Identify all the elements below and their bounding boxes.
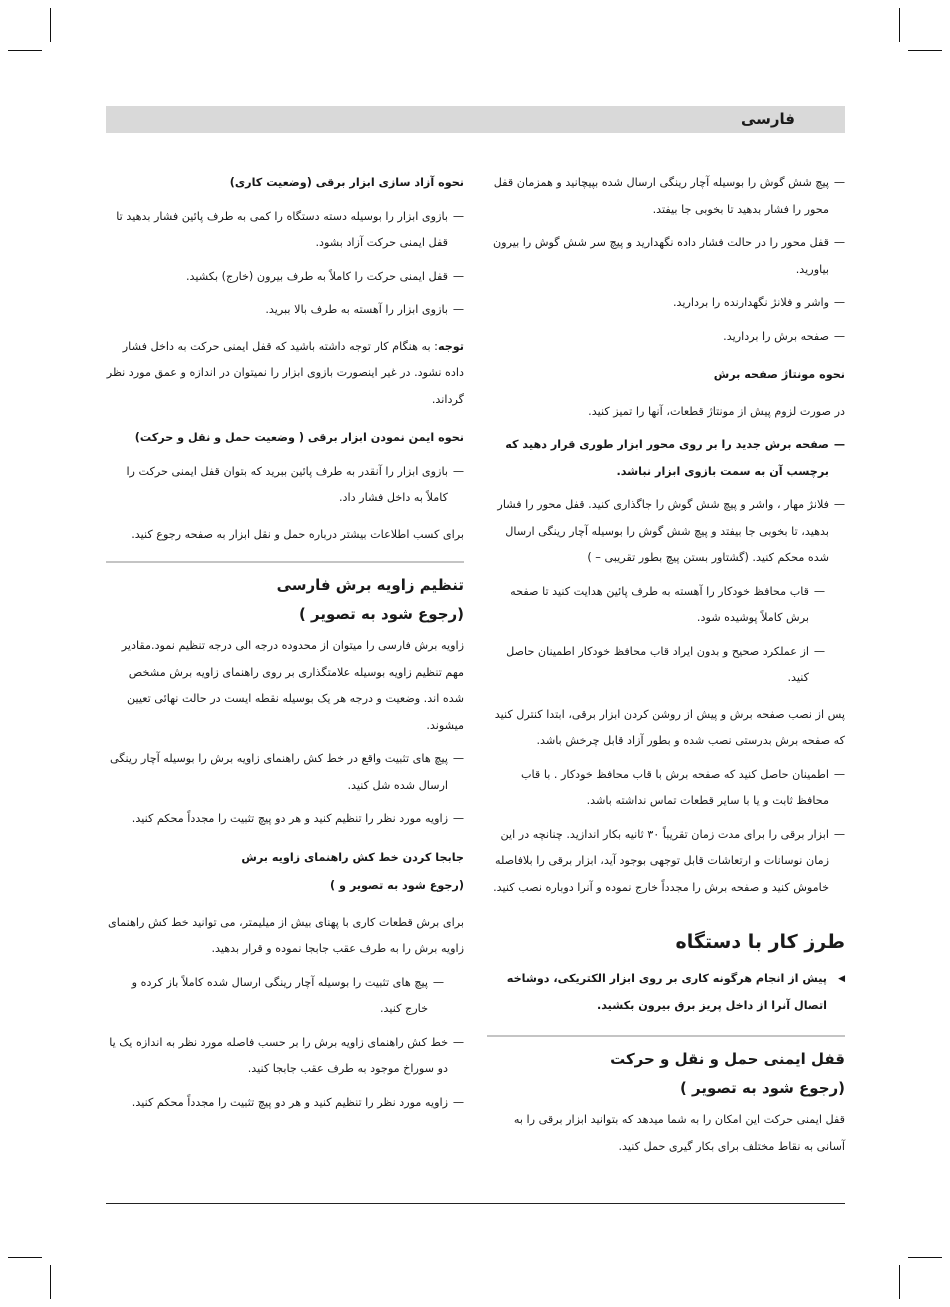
list-item: — ابزار برقی را برای مدت زمان تقریباً ۳۰ ثانیه بکار اندازید. چنانچه در این زمان نوسانات و ارتعاشات قابل توجهی بوجود آید، ابزار برقی را بلافاصله خاموش کنید و صفحه برش را مجدداً خارج نموده و آنرا دوباره نصب کنید. — [487, 822, 845, 902]
right-column — [487, 170, 845, 1160]
note-text: : به هنگام کار توجه داشته باشید که قفل ایمنی حرکت به داخل فشار داده نشود. در غیر اینصورت بازوی ابزار را نمیتوان در اندازه و عمق مورد نظر گرداند. — [106, 339, 464, 406]
bevel-paragraph: زاویه برش فارسی را میتوان از محدوده درجه الی درجه تنظیم نمود.مقادیر مهم تنظیم زاویه بوسیله علامتگذاری بر روی راهنمای زاویه برش مشخص شده اند. وضعیت و درجه هر یک بوسیله نقطه ایست در حالت نهائی تعیین میشوند. — [121, 639, 464, 732]
list-item: — پیچ های تثبیت واقع در خط کش راهنمای زاویه برش را بوسیله آچار رینگی ارسال شده شل کنید. — [106, 746, 464, 799]
guide-figure-ref: (رجوع شود به تصویر و ) — [330, 879, 464, 892]
bevel-title: تنظیم زاویه برش فارسی — [276, 576, 464, 594]
list-item: — از عملکرد صحیح و بدون ایراد قاب محافظ خودکار اطمینان حاصل کنید. — [487, 639, 825, 692]
list-item: — اطمینان حاصل کنید که صفحه برش با قاب محافظ خودکار . با قاب محافظ ثابت و یا با سایر قطعات تماس نداشته باشد. — [487, 762, 845, 815]
list-item: — خط کش راهنمای زاویه برش را بر حسب فاصله مورد نظر به اندازه یک یا دو سوراخ موجود به طرف عقب جابجا کنید. — [106, 1030, 464, 1083]
check-steps — [487, 762, 845, 902]
operation-warnings — [487, 966, 845, 1019]
release-heading: نحوه آزاد سازی ابزار برقی (وضعیت کاری) — [229, 176, 464, 189]
guide-paragraph: برای برش قطعات کاری با پهنای بیش از میلیمتر، می توانید خط کش راهنمای زاویه برش را به طرف عقب جابجا نموده و قرار بدهید. — [108, 915, 464, 955]
operation-title: طرز کار با دستگاه — [675, 931, 845, 953]
bevel-steps — [106, 746, 464, 833]
crop-mark — [8, 50, 42, 51]
section-divider — [487, 1035, 845, 1037]
list-item: — واشر و فلانژ نگهدارنده را بردارید. — [487, 290, 845, 317]
bevel-figure-ref: (رجوع شود به تصویر ) — [298, 605, 464, 623]
lock-figure-ref: (رجوع شود به تصویر ) — [679, 1079, 845, 1097]
secure-more: برای کسب اطلاعات بیشتر درباره حمل و نقل ابزار به صفحه رجوع کنید. — [131, 527, 464, 541]
crop-mark — [899, 1265, 900, 1299]
list-item: — فلانژ مهار ، واشر و پیچ شش گوش را جاگذاری کنید. قفل محور را فشار بدهید، تا بخوبی جا بیفتد و پیچ شش گوش را بوسیله آچار رینگی ارسال شده محکم کنید. (گشتاور بستن پیچ بطور تقریبی – ) — [487, 492, 845, 572]
list-item: — پیچ های تثبیت را بوسیله آچار رینگی ارسال شده کاملاً باز کرده و خارج کنید. — [106, 970, 444, 1023]
crop-mark — [908, 1257, 942, 1258]
secure-steps — [106, 459, 464, 512]
list-item: — صفحه برش را بردارید. — [487, 324, 845, 351]
removal-steps — [487, 170, 845, 350]
list-item: — زاویه مورد نظر را تنظیم کنید و هر دو پیچ تثبیت را مجدداً محکم کنید. — [106, 806, 464, 833]
list-item: — قاب محافظ خودکار را آهسته به طرف پائین هدایت کنید تا صفحه برش کاملاً پوشیده شود. — [487, 579, 825, 632]
secure-heading: نحوه ایمن نمودن ابزار برقی ( وضعیت حمل و نقل و حرکت) — [134, 431, 464, 444]
footer-rule — [106, 1203, 845, 1204]
guide-steps — [106, 970, 464, 1117]
mount-intro: در صورت لزوم پیش از مونتاژ قطعات، آنها را تمیز کنید. — [588, 404, 845, 418]
warning-item: ◀ پیش از انجام هرگونه کاری بر روی ابزار الکتریکی، دوشاخه اتصال آنرا از داخل پریز برق بیرون بکشید. — [487, 966, 845, 1019]
list-item: — صفحه برش جدید را بر روی محور ابزار طوری قرار دهید که برچسب آن به سمت بازوی ابزار نباشد. — [487, 432, 845, 485]
list-item: — زاویه مورد نظر را تنظیم کنید و هر دو پیچ تثبیت را مجدداً محکم کنید. — [106, 1090, 464, 1117]
crop-mark — [50, 1265, 51, 1299]
crop-mark — [8, 1257, 42, 1258]
mount-heading: نحوه مونتاژ صفحه برش — [713, 368, 845, 381]
list-item: — بازوی ابزار را بوسیله دسته دستگاه را کمی به طرف پائین فشار بدهید تا قفل ایمنی حرکت آزاد بشود. — [106, 204, 464, 257]
crop-mark — [50, 8, 51, 42]
section-divider — [106, 561, 464, 563]
note-label: توجه — [437, 339, 464, 353]
list-item: — قفل ایمنی حرکت را کاملاً به طرف بیرون (خارج) بکشید. — [106, 264, 464, 291]
list-item: — بازوی ابزار را آنقدر به طرف پائین ببرید که بتوان قفل ایمنی حرکت را کاملاً به داخل فشار داد. — [106, 459, 464, 512]
lock-title: قفل ایمنی حمل و نقل و حرکت — [610, 1050, 845, 1068]
after-mount-paragraph: پس از نصب صفحه برش و پیش از روشن کردن ابزار برقی، ابتدا کنترل کنید که صفحه برش بدرستی نصب شده و بطور آزاد قابل چرخش باشد. — [494, 707, 845, 747]
list-item: — بازوی ابزار را آهسته به طرف بالا ببرید. — [106, 297, 464, 324]
crop-mark — [908, 50, 942, 51]
crop-mark — [899, 8, 900, 42]
lock-paragraph: قفل ایمنی حرکت این امکان را به شما میدهد که بتوانید ابزار برقی را به آسانی به نقاط مختلف برای بکار گیری حمل کنید. — [513, 1113, 845, 1153]
language-header — [106, 106, 845, 133]
note-paragraph — [106, 334, 464, 414]
left-column — [106, 170, 464, 1116]
guide-heading: جابجا کردن خط کش راهنمای زاویه برش — [241, 850, 464, 864]
list-item: — پیچ شش گوش را بوسیله آچار رینگی ارسال شده بپیچانید و همزمان قفل محور را فشار بدهید تا بخوبی جا بیفتد. — [487, 170, 845, 223]
release-steps — [106, 204, 464, 324]
mount-steps — [487, 432, 845, 692]
language-label: فارسی — [740, 110, 795, 128]
list-item: — قفل محور را در حالت فشار داده نگهدارید و پیچ سر شش گوش را بیرون بیاورید. — [487, 230, 845, 283]
